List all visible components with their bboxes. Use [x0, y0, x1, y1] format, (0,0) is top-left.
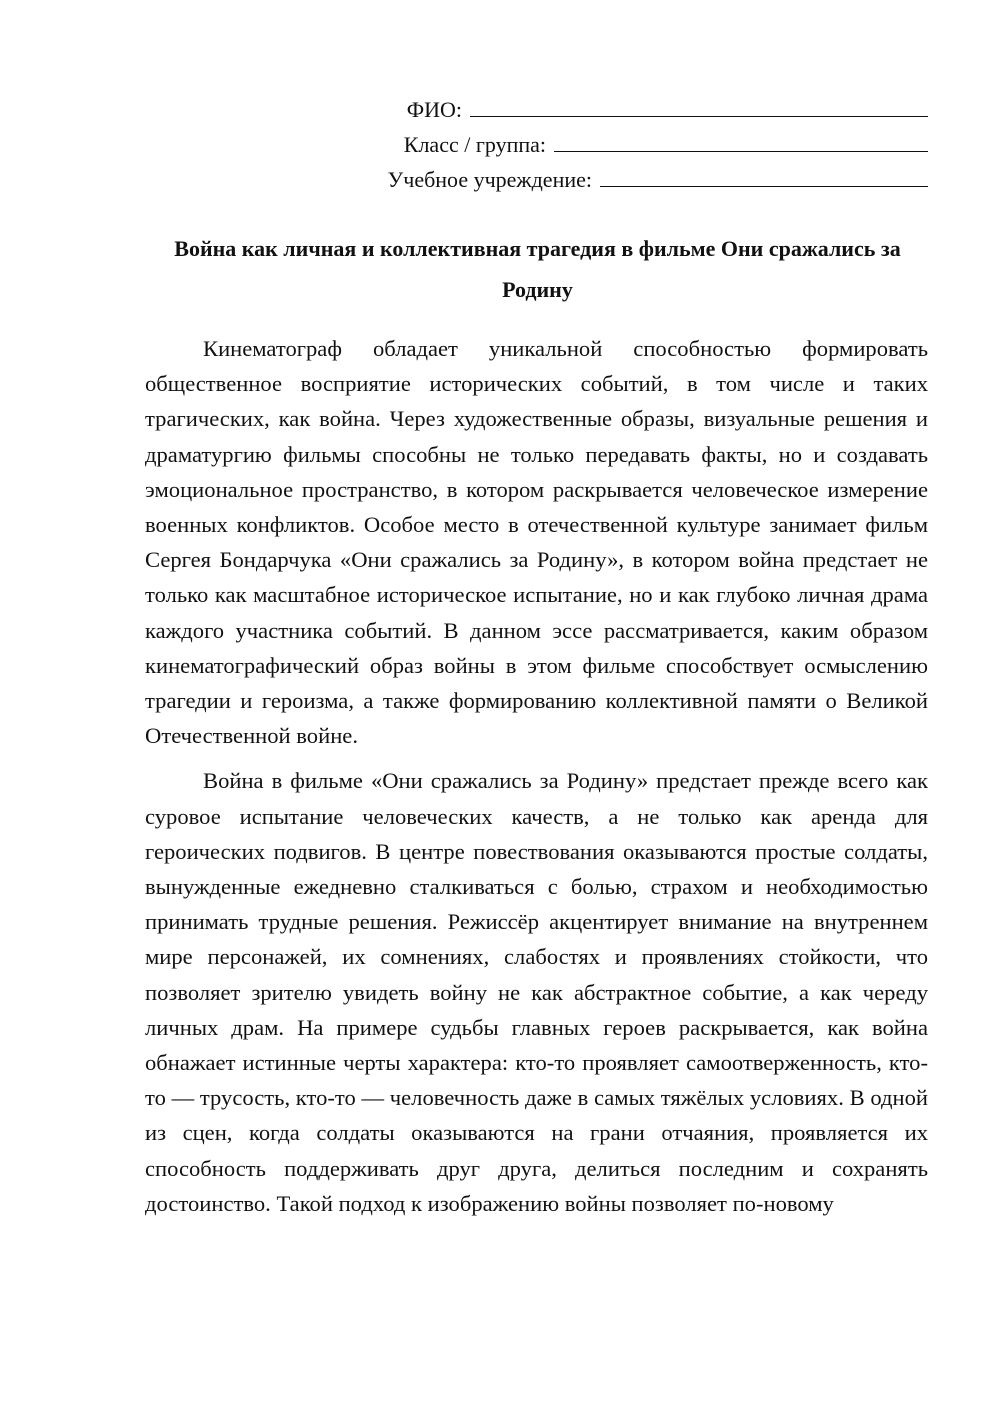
student-info-block [328, 92, 928, 197]
essay-title: Война как личная и коллективная трагедия в фильме Они сражались за Родину [174, 236, 901, 302]
class-field-label: Класс / группа: [403, 132, 546, 157]
name-field-label: ФИО: [406, 97, 462, 122]
essay-paragraph-2: Война в фильме «Они сражались за Родину» предстает прежде всего как суровое испытание человеческих качеств, а не только как аренда для героических подвигов. В центре повествования оказываются простые солдаты, вынужденные ежедневно сталкиваться с болью, страхом и необходимостью принимать трудные решения. Режиссёр акцентирует внимание на внутреннем мире персонажей, их сомнениях, слабостях и проявлениях стойкости, что позволяет зрителю увидеть войну не как абстрактное событие, а как череду личных драм. На примере судьбы главных героев раскрывается, как война обнажает истинные черты характера: кто-то проявляет самоотверженность, кто-то — трусость, кто-то — человечность даже в самых тяжёлых условиях. В одной из сцен, когда солдаты оказываются на грани отчаяния, проявляется их способность поддерживать друг друга, делиться последним и сохранять достоинство. Такой подход к изображению войны позволяет по-новому [145, 768, 928, 1216]
institution-field-label: Учебное учреждение: [387, 167, 592, 192]
name-field-row [328, 92, 928, 127]
institution-field-row [328, 162, 928, 197]
essay-body [145, 331, 928, 1231]
institution-field-blank [600, 164, 928, 187]
essay-paragraph-1: Кинематограф обладает уникальной способностью формировать общественное восприятие исторических событий, в том числе и таких трагических, как война. Через художественные образы, визуальные решения и драматургию фильмы способны не только передавать факты, но и создавать эмоциональное пространство, в котором раскрывается человеческое измерение военных конфликтов. Особое место в отечественной культуре занимает фильм Сергея Бондарчука «Они сражались за Родину», в котором война предстает не только как масштабное историческое испытание, но и как глубоко личная драма каждого участника событий. В данном эссе рассматривается, каким образом кинематографический образ войны в этом фильме способствует осмыслению трагедии и героизма, а также формированию коллективной памяти о Великой Отечественной войне. [145, 336, 928, 749]
name-field-blank [470, 94, 928, 117]
class-field-row [328, 127, 928, 162]
class-field-blank [554, 129, 928, 152]
